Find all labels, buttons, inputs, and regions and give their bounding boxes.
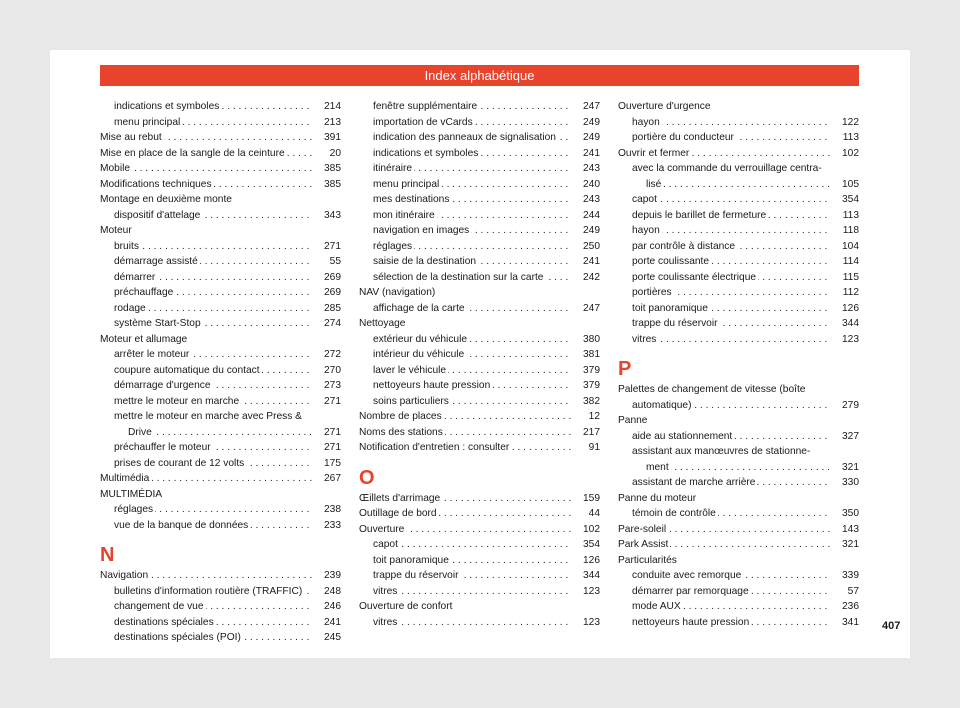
entry-page-number: 391 xyxy=(321,130,341,146)
index-entry[interactable] xyxy=(618,444,859,460)
entry-page-number: 271 xyxy=(321,394,341,410)
entry-label: Particularités xyxy=(618,554,677,566)
index-entry[interactable] xyxy=(100,239,341,255)
entry-label: MULTIMÉDIA xyxy=(100,488,163,500)
index-entry[interactable] xyxy=(618,316,859,332)
index-entry[interactable] xyxy=(100,584,341,600)
entry-page-number: 344 xyxy=(580,568,600,584)
entry-page-number: 321 xyxy=(839,460,859,476)
index-entry[interactable] xyxy=(100,208,341,224)
entry-label: Mise au rebut xyxy=(100,132,162,143)
entry-page-number: 91 xyxy=(586,440,600,456)
entry-page-number: 245 xyxy=(321,630,341,646)
entry-page-number: 214 xyxy=(321,99,341,115)
entry-label: Park Assist xyxy=(618,539,669,550)
entry-label: extérieur du véhicule xyxy=(373,333,468,345)
index-entry[interactable] xyxy=(359,522,600,538)
index-entry[interactable] xyxy=(359,347,600,363)
index-entry[interactable] xyxy=(359,363,600,379)
entry-label: Nombre de places xyxy=(359,411,442,422)
index-entry[interactable] xyxy=(100,471,341,487)
entry-label: vitres xyxy=(632,333,657,345)
index-entry[interactable] xyxy=(618,177,859,193)
entry-label: depuis le barillet de fermeture xyxy=(632,209,767,221)
index-entry[interactable] xyxy=(359,491,600,507)
entry-label: Panne xyxy=(618,415,648,426)
entry-label: réglages xyxy=(373,240,413,252)
index-entry[interactable] xyxy=(359,177,600,193)
entry-label: prises de courant de 12 volts xyxy=(114,457,245,469)
entry-label: avec la commande du verrouillage centra- xyxy=(632,163,822,174)
index-entry[interactable] xyxy=(100,502,341,518)
index-entry[interactable] xyxy=(618,382,859,398)
entry-label: automatique) xyxy=(632,399,692,411)
entry-page-number: 247 xyxy=(580,99,600,115)
entry-page-number: 113 xyxy=(840,208,859,224)
entry-label: Pare-soleil xyxy=(618,523,667,535)
entry-label: navigation en images xyxy=(373,225,470,236)
entry-page-number: 242 xyxy=(580,270,600,286)
entry-label: mon itinéraire xyxy=(373,209,435,221)
entry-label: NAV (navigation) xyxy=(359,287,436,298)
entry-label: bruits xyxy=(114,240,139,252)
entry-label: soins particuliers xyxy=(373,395,449,407)
entry-page-number: 385 xyxy=(321,161,341,177)
entry-page-number: 236 xyxy=(839,599,859,615)
index-column-3 xyxy=(618,99,859,630)
entry-label: Ouvrir et fermer xyxy=(618,147,690,159)
entry-page-number: 20 xyxy=(327,146,341,162)
index-entry[interactable] xyxy=(359,146,600,162)
entry-page-number: 341 xyxy=(839,615,859,631)
index-entry[interactable] xyxy=(100,409,341,425)
entry-label: capot xyxy=(632,194,657,205)
entry-page-number: 122 xyxy=(839,115,859,131)
entry-label: mes destinations xyxy=(373,194,450,205)
index-entry[interactable] xyxy=(618,285,859,301)
index-column-1 xyxy=(100,99,341,646)
page-header: Index alphabétique xyxy=(100,65,859,86)
entry-label: démarrer xyxy=(114,271,156,283)
entry-label: Ouverture d'urgence xyxy=(618,101,711,112)
entry-page-number: 379 xyxy=(580,363,600,379)
entry-page-number: 143 xyxy=(839,522,859,538)
entry-label: destinations spéciales (POI) xyxy=(114,632,241,643)
entry-label: laver le véhicule xyxy=(373,364,447,376)
index-entry[interactable] xyxy=(100,568,341,584)
entry-page-number: 271 xyxy=(321,239,341,255)
entry-page-number: 105 xyxy=(839,177,859,193)
entry-page-number: 279 xyxy=(839,398,859,414)
index-column-2 xyxy=(359,99,600,630)
entry-label: toit panoramique xyxy=(373,554,449,566)
index-entry[interactable] xyxy=(618,475,859,491)
entry-page-number: 269 xyxy=(321,285,341,301)
index-entry[interactable] xyxy=(100,425,341,441)
entry-label: capot xyxy=(373,539,398,550)
entry-page-number: 102 xyxy=(580,522,600,538)
index-entry[interactable] xyxy=(100,630,341,646)
entry-label: Œillets d'arrimage xyxy=(359,492,441,504)
entry-label: ment xyxy=(646,461,669,473)
index-entry[interactable] xyxy=(100,254,341,270)
index-entry[interactable] xyxy=(100,99,341,115)
entry-page-number: 273 xyxy=(321,378,341,394)
entry-page-number: 44 xyxy=(586,506,600,522)
index-entry[interactable] xyxy=(618,146,859,162)
entry-page-number: 241 xyxy=(580,254,600,270)
index-entry[interactable] xyxy=(359,537,600,553)
entry-label: démarrage assisté xyxy=(114,256,198,267)
index-entry[interactable] xyxy=(359,208,600,224)
entry-label: Navigation xyxy=(100,570,149,581)
index-entry[interactable] xyxy=(618,506,859,522)
entry-label: affichage de la carte xyxy=(373,302,465,314)
index-entry[interactable] xyxy=(100,301,341,317)
index-entry[interactable] xyxy=(100,440,341,456)
index-entry[interactable] xyxy=(100,130,341,146)
entry-page-number: 350 xyxy=(839,506,859,522)
entry-label: destinations spéciales xyxy=(114,616,214,628)
index-entry[interactable] xyxy=(359,394,600,410)
entry-label: trappe du réservoir xyxy=(373,570,459,581)
section-letter: P xyxy=(618,358,632,380)
entry-page-number: 249 xyxy=(580,223,600,239)
entry-label: lisé xyxy=(646,178,662,190)
index-entry[interactable] xyxy=(359,425,600,441)
entry-label: changement de vue xyxy=(114,601,204,612)
entry-label: Palettes de changement de vitesse (boîte xyxy=(618,384,806,395)
index-entry[interactable] xyxy=(618,161,859,177)
entry-label: trappe du réservoir xyxy=(632,318,718,329)
index-entry[interactable] xyxy=(100,146,341,162)
index-entry[interactable] xyxy=(359,223,600,239)
entry-label: mettre le moteur en marche xyxy=(114,395,240,407)
index-entry[interactable] xyxy=(100,285,341,301)
index-entry[interactable] xyxy=(100,615,341,631)
index-entry[interactable] xyxy=(359,615,600,631)
index-entry[interactable] xyxy=(359,99,600,115)
index-entry[interactable] xyxy=(359,332,600,348)
index-entry[interactable] xyxy=(359,506,600,522)
entry-label: Moteur xyxy=(100,225,132,236)
entry-page-number: 57 xyxy=(845,584,859,600)
entry-label: fenêtre supplémentaire xyxy=(373,101,478,112)
index-entry[interactable] xyxy=(359,378,600,394)
page-number: 407 xyxy=(882,620,901,632)
index-entry[interactable] xyxy=(100,394,341,410)
section-letter: N xyxy=(100,544,115,566)
index-entry[interactable] xyxy=(100,332,341,348)
entry-page-number: 248 xyxy=(321,584,341,600)
entry-label: itinéraire xyxy=(373,163,413,174)
index-entry[interactable] xyxy=(359,409,600,425)
index-entry[interactable] xyxy=(359,192,600,208)
index-entry[interactable] xyxy=(100,177,341,193)
index-entry[interactable] xyxy=(359,130,600,146)
entry-page-number: 249 xyxy=(580,115,600,131)
entry-page-number: 343 xyxy=(321,208,341,224)
entry-page-number: 123 xyxy=(839,332,859,348)
entry-label: Mise en place de la sangle de la ceinture xyxy=(100,147,285,159)
index-entry[interactable] xyxy=(100,192,341,208)
index-entry[interactable] xyxy=(359,239,600,255)
entry-page-number: 339 xyxy=(839,568,859,584)
entry-page-number: 249 xyxy=(580,130,600,146)
entry-label: témoin de contrôle xyxy=(632,508,716,519)
entry-label: porte coulissante électrique xyxy=(632,271,757,283)
entry-page-number: 112 xyxy=(840,285,859,301)
entry-page-number: 233 xyxy=(321,518,341,534)
entry-page-number: 272 xyxy=(321,347,341,363)
entry-label: Ouverture de confort xyxy=(359,601,453,612)
index-entry[interactable] xyxy=(618,130,859,146)
entry-page-number: 126 xyxy=(580,553,600,569)
entry-page-number: 55 xyxy=(327,254,341,270)
entry-label: menu principal xyxy=(114,116,181,128)
entry-label: Nettoyage xyxy=(359,318,406,329)
entry-page-number: 240 xyxy=(580,177,600,193)
entry-page-number: 241 xyxy=(580,146,600,162)
entry-page-number: 354 xyxy=(839,192,859,208)
entry-label: rodage xyxy=(114,302,146,314)
entry-label: Outillage de bord xyxy=(359,508,437,519)
index-entry[interactable] xyxy=(359,115,600,131)
entry-label: coupure automatique du contact xyxy=(114,364,260,376)
entry-page-number: 123 xyxy=(580,584,600,600)
entry-page-number: 213 xyxy=(321,115,341,131)
entry-page-number: 269 xyxy=(321,270,341,286)
entry-label: système Start-Stop xyxy=(114,318,201,329)
entry-page-number: 246 xyxy=(321,599,341,615)
index-entry[interactable] xyxy=(618,192,859,208)
index-entry[interactable] xyxy=(359,316,600,332)
entry-label: intérieur du véhicule xyxy=(373,349,465,360)
entry-label: hayon xyxy=(632,116,660,128)
entry-page-number: 379 xyxy=(580,378,600,394)
entry-page-number: 12 xyxy=(586,409,600,425)
index-entry[interactable] xyxy=(100,378,341,394)
entry-label: aide au stationnement xyxy=(632,430,733,442)
entry-label: Notification d'entretien : consulter xyxy=(359,442,510,453)
index-page xyxy=(50,50,910,658)
entry-page-number: 118 xyxy=(840,223,859,239)
entry-label: indications et symboles xyxy=(373,147,479,159)
index-entry[interactable] xyxy=(100,456,341,472)
index-entry[interactable] xyxy=(618,429,859,445)
entry-label: nettoyeurs haute pression xyxy=(632,616,750,628)
index-entry[interactable] xyxy=(618,584,859,600)
entry-page-number: 271 xyxy=(321,425,341,441)
index-entry[interactable] xyxy=(618,99,859,115)
index-entry[interactable] xyxy=(618,491,859,507)
entry-page-number: 285 xyxy=(321,301,341,317)
index-entry[interactable] xyxy=(618,599,859,615)
entry-label: réglages xyxy=(114,504,154,515)
index-entry[interactable] xyxy=(618,115,859,131)
entry-page-number: 321 xyxy=(839,537,859,553)
entry-label: saisie de la destination xyxy=(373,256,477,267)
entry-label: démarrer par remorquage xyxy=(632,585,749,597)
entry-label: portière du conducteur xyxy=(632,132,734,143)
entry-label: bulletins d'information routière (TRAFFIC) xyxy=(114,585,303,597)
entry-label: arrêter le moteur xyxy=(114,349,190,360)
index-entry[interactable] xyxy=(100,115,341,131)
entry-label: portières xyxy=(632,287,672,298)
index-entry[interactable] xyxy=(359,568,600,584)
index-entry[interactable] xyxy=(100,270,341,286)
entry-page-number: 123 xyxy=(580,615,600,631)
entry-label: vitres xyxy=(373,616,398,628)
index-entry[interactable] xyxy=(618,568,859,584)
entry-page-number: 354 xyxy=(580,537,600,553)
index-entry[interactable] xyxy=(100,518,341,534)
entry-label: toit panoramique xyxy=(632,302,708,314)
entry-page-number: 274 xyxy=(321,316,341,332)
entry-page-number: 238 xyxy=(321,502,341,518)
section-letter: O xyxy=(359,466,375,489)
entry-label: porte coulissante xyxy=(632,256,710,267)
index-entry[interactable] xyxy=(100,599,341,615)
index-entry[interactable] xyxy=(359,301,600,317)
entry-label: conduite avec remorque xyxy=(632,570,742,581)
entry-label: indication des panneaux de signalisation xyxy=(373,132,556,143)
entry-page-number: 113 xyxy=(840,130,859,146)
entry-label: Mobile xyxy=(100,163,131,174)
entry-page-number: 327 xyxy=(839,429,859,445)
index-entry[interactable] xyxy=(359,285,600,301)
entry-page-number: 126 xyxy=(839,301,859,317)
index-entry[interactable] xyxy=(618,522,859,538)
entry-label: préchauffer le moteur xyxy=(114,442,211,453)
index-entry[interactable] xyxy=(618,460,859,476)
entry-label: démarrage d'urgence xyxy=(114,380,211,391)
entry-page-number: 380 xyxy=(580,332,600,348)
index-entry[interactable] xyxy=(618,398,859,414)
entry-label: préchauffage xyxy=(114,287,174,298)
index-entry[interactable] xyxy=(618,223,859,239)
index-entry[interactable] xyxy=(618,553,859,569)
index-entry[interactable] xyxy=(100,347,341,363)
entry-page-number: 102 xyxy=(839,146,859,162)
index-entry[interactable] xyxy=(359,440,600,456)
entry-label: Montage en deuxième monte xyxy=(100,194,232,205)
entry-label: vue de la banque de données xyxy=(114,519,249,531)
index-entry[interactable] xyxy=(359,553,600,569)
entry-page-number: 250 xyxy=(580,239,600,255)
entry-label: assistant aux manœuvres de stationne- xyxy=(632,446,811,457)
entry-page-number: 114 xyxy=(840,254,859,270)
index-entry[interactable] xyxy=(100,487,341,503)
entry-label: vitres xyxy=(373,585,398,597)
entry-page-number: 247 xyxy=(580,301,600,317)
entry-page-number: 385 xyxy=(321,177,341,193)
index-entry[interactable] xyxy=(100,363,341,379)
entry-label: hayon xyxy=(632,225,660,236)
index-entry[interactable] xyxy=(618,537,859,553)
entry-label: mettre le moteur en marche avec Press & xyxy=(114,411,302,422)
entry-page-number: 159 xyxy=(580,491,600,507)
index-entry[interactable] xyxy=(618,208,859,224)
entry-label: Noms des stations xyxy=(359,426,443,438)
entry-label: menu principal xyxy=(373,178,440,190)
entry-label: Multimédia xyxy=(100,473,150,484)
index-entry[interactable] xyxy=(618,254,859,270)
entry-label: Panne du moteur xyxy=(618,492,697,504)
entry-page-number: 175 xyxy=(321,456,341,472)
entry-page-number: 344 xyxy=(839,316,859,332)
entry-label: Ouverture xyxy=(359,523,405,535)
index-entry[interactable] xyxy=(100,316,341,332)
entry-label: mode AUX xyxy=(632,601,681,612)
index-entry[interactable] xyxy=(618,301,859,317)
entry-label: sélection de la destination sur la carte xyxy=(373,271,544,283)
entry-page-number: 381 xyxy=(580,347,600,363)
entry-page-number: 382 xyxy=(580,394,600,410)
entry-page-number: 239 xyxy=(321,568,341,584)
index-entry[interactable] xyxy=(359,599,600,615)
entry-page-number: 104 xyxy=(839,239,859,255)
entry-label: par contrôle à distance xyxy=(632,240,736,252)
index-entry[interactable] xyxy=(618,239,859,255)
entry-page-number: 330 xyxy=(839,475,859,491)
entry-label: importation de vCards xyxy=(373,116,473,128)
index-entry[interactable] xyxy=(100,223,341,239)
index-entry[interactable] xyxy=(359,270,600,286)
entry-page-number: 115 xyxy=(840,270,859,286)
entry-page-number: 243 xyxy=(580,192,600,208)
entry-label: nettoyeurs haute pression xyxy=(373,380,491,391)
entry-label: indications et symboles xyxy=(114,101,220,112)
entry-page-number: 243 xyxy=(580,161,600,177)
entry-label: dispositif d'attelage xyxy=(114,209,201,221)
index-entry[interactable] xyxy=(359,584,600,600)
entry-page-number: 267 xyxy=(321,471,341,487)
entry-page-number: 217 xyxy=(580,425,600,441)
entry-page-number: 271 xyxy=(321,440,341,456)
entry-page-number: 244 xyxy=(580,208,600,224)
index-entry[interactable] xyxy=(618,413,859,429)
index-entry[interactable] xyxy=(359,254,600,270)
entry-label: Drive xyxy=(128,426,152,438)
entry-label: Moteur et allumage xyxy=(100,333,188,345)
entry-page-number: 241 xyxy=(321,615,341,631)
index-entry[interactable] xyxy=(618,270,859,286)
entry-label: Modifications techniques xyxy=(100,178,212,190)
entry-page-number: 270 xyxy=(321,363,341,379)
index-entry[interactable] xyxy=(100,161,341,177)
index-entry[interactable] xyxy=(359,161,600,177)
entry-label: assistant de marche arrière xyxy=(632,477,756,488)
index-entry[interactable] xyxy=(618,332,859,348)
index-entry[interactable] xyxy=(618,615,859,631)
